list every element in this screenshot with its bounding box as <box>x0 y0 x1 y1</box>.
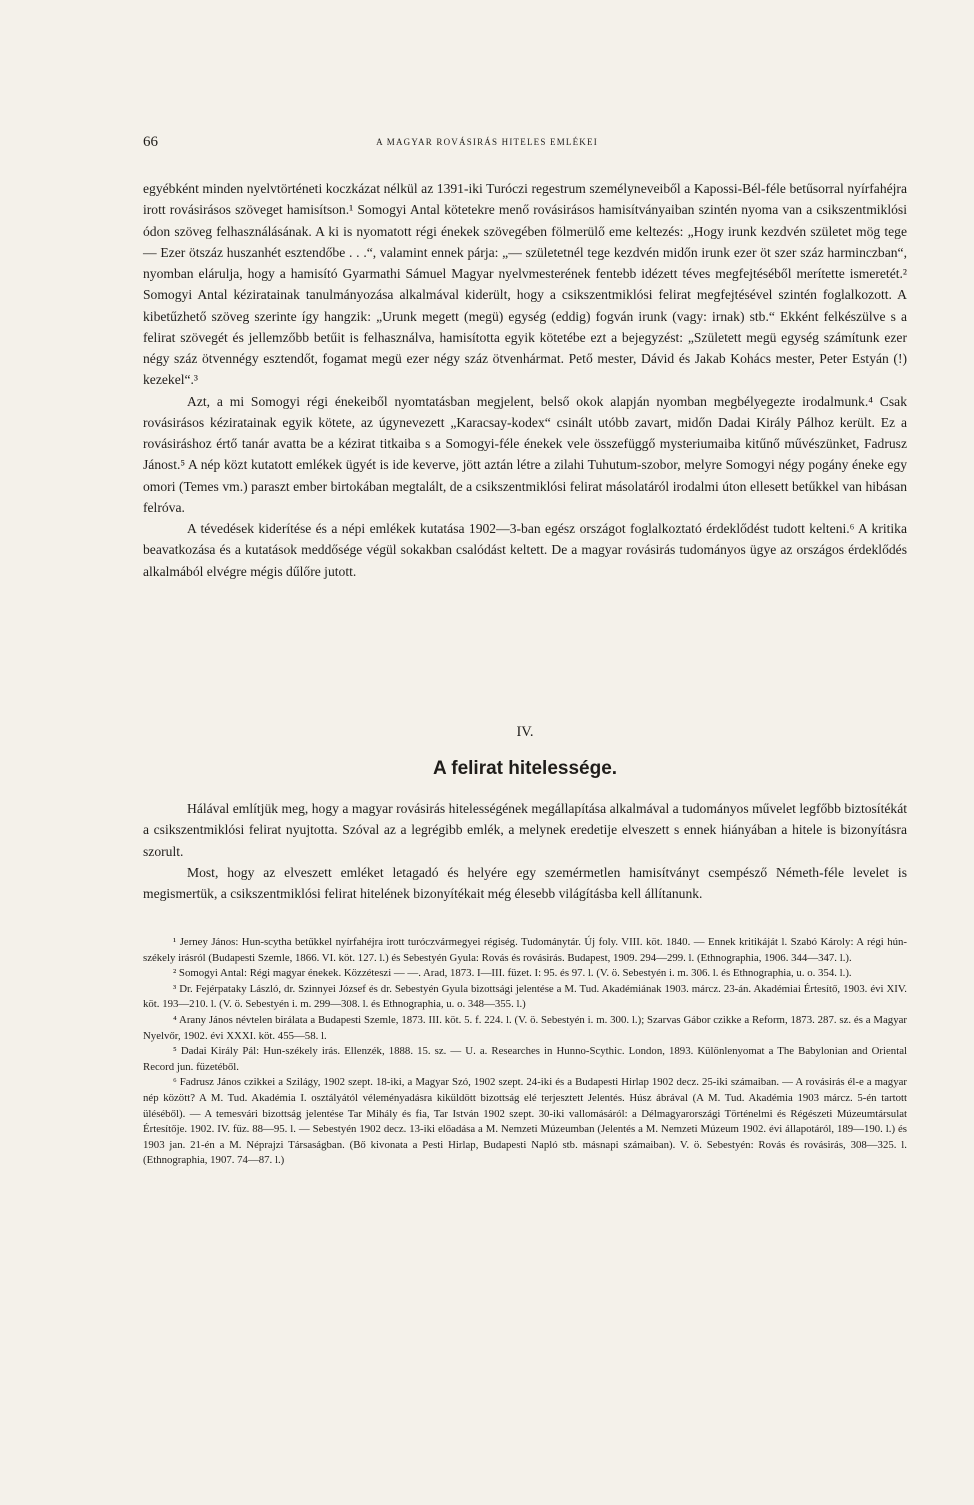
footnote-4: ⁴ Arany János névtelen birálata a Budapesti Szemle, 1873. III. köt. 5. f. 224. l. (V. ö. Sebestyén i. m. 300. l.); Szarvas Gábor czikke a Reform, 1873. 287. sz. és a Magyar Nyelvőr, 1902. évi XXXI. köt. 455—58. l. <box>143 1013 907 1042</box>
footnote-6: ⁶ Fadrusz János czikkei a Szilágy, 1902 szept. 18-iki, a Magyar Szó, 1902 szept. 24-iki és a Budapesti Hirlap 1902 decz. 25-iki számaiban. — A rovásirás él-e a magyar nép között? A M. Tud. Akadémia I. osztályától véleményadásra kiküldött bizottság elé terjesztett Jelentés. Húsz ábrával (A M. Tud. Akadémia 1903 márcz. 5-én tartott üléséből). — A temesvári bizottság jelentése Tar Mihály és fia, Tar István 1902 szept. 30-iki vallomásáról: a Délmagyarországi Történelmi és Régészeti Múzeumtársulat Értesítője. 1902. IV. füz. 88—95. l. — Sebestyén 1902 decz. 13-iki előadása a M. Nemzeti Múzeumban (Jelentés a M. Nemzeti Múzeum 1902. évi állapotáról, 189—190. l.) és 1903 jan. 21-én a M. Néprajzi Társaságban. (Bő kivonata a Pesti Hirlap, Budapesti Napló stb. másnapi számaiban). V. ö. Sebestyén: Rovás és rovásirás, 308—325. l. (Ethnographia, 1907. 74—87. l.) <box>143 1076 907 1167</box>
main-text <box>143 178 907 582</box>
page-number: 66 <box>143 134 158 150</box>
section-text <box>143 798 907 904</box>
section-numeral: IV. <box>516 724 534 740</box>
paragraph-1: egyébként minden nyelvtörténeti koczkázat nélkül az 1391-iki Turóczi regestrum személyneveiből a Kapossi-Bél-féle betűsorral nyírfahéjra irott rovásirásos szöveget hamisítson.¹ Somogyi Antal kötetekre menő rovásirásos hamisítványaiban szintén nyoma van a csikszentmiklósi ódon szöveg felhasználásának. A ki is nyomatott régi énekek szövegében fölmerülő eme keltezés: „Hogy irunk kezdvén születet mög tege — Ezer ötszáz huszanhét esztendőbe . . .“, valamint ennek párja: „— születetnél tege kezdvén midőn irunk ezer öt szer száz harminczban“, nyomban elárulja, hogy a hamisító Gyarmathi Sámuel Magyar nyelvmesterének fentebb idézett téves megfejtéséből merítette ismeretét.² Somogyi Antal kéziratainak tanulmányozása alkalmával kiderült, hogy a csikszentmiklósi felirat megfejtésével szintén foglalkozott. A kibetűzhető szöveg szerinte így hangzik: „Urunk megett (megü) egység (eddig) fogván irunk (vagy: irnak) stb.“ Ekként felkészülve s a felirat szövegét és jellemzőbb betűit is felhasználva, hamisította egyik kötetébe ezt a bejegyzést: „Született megü egység számítunk ezer négy száz ötvennégy esztendőt, fogamat megü ezer négy száz ötvenhármat. Pető mester, Dávid és Jakab Kohács mester, Peter Estyán (!) kezekel“.³ <box>143 181 907 388</box>
running-head <box>143 134 831 152</box>
paragraph-2: Azt, a mi Somogyi régi énekeiből nyomtatásban megjelent, belső okok alapján nyomban megbélyegezte irodalmunk.⁴ Csak rovásirásos kéziratainak egyik kötete, az úgynevezett „Karacsay-kodex“ csinált utóbb zavart, midőn Dadai Király Pálhoz került. Ez a rovásiráshoz értő tanár avatta be a kézirat titkaiba s a Somogyi-féle énekek vele összefüggő mysteriumaiba kitűnő művészünket, Fadrusz Jánost.⁵ A nép közt kutatott emlékek ügyét is ide keverve, jött aztán létre a zilahi Tuhutum-szobor, melyre Somogyi négy pogány éneke egy omori (Temes vm.) paraszt ember birtokában megtalált, de a csikszentmiklósi felirat másolatáról irodalmi úton ellesett betűkkel van hibásan felróva. <box>143 393 907 515</box>
footnote-1: ¹ Jerney János: Hun-scytha betűkkel nyírfahéjra irott turóczvármegyei régiség. Tudománytár. Új foly. VIII. köt. 1840. — Ennek kritikáját l. Szabó Károly: A régi hún-székely irásról (Budapesti Szemle, 1866. VI. köt. 127. l.) és Sebestyén Gyula: Rovás és rovásirás. Budapest, 1909. 294—299. l. (Ethnographia, 1906. 344—347. l.). <box>143 936 907 964</box>
footnote-3: ³ Dr. Fejérpataky László, dr. Szinnyei József és dr. Sebestyén Gyula bizottsági jelentése a M. Tud. Akadémiának 1903. márcz. 23-án. Akadémiai Értesítő, 1903. évi XIV. köt. 193—210. l. (V. ö. Sebestyén i. m. 299—308. l. és Ethnographia, u. o. 348—355. l.) <box>143 982 907 1011</box>
paragraph-3: A tévedések kiderítése és a népi emlékek kutatása 1902—3-ban egész országot foglalkoztató érdeklődést tudott kelteni.⁶ A kritika beavatkozása és a kutatások meddősége végül sokakban csalódást keltett. De a magyar rovásirás tudományos ügye az országos érdeklődés alkalmából elvégre mégis dűlőre jutott. <box>143 521 907 579</box>
footnote-2: ² Somogyi Antal: Régi magyar énekek. Közzéteszi — —. Arad, 1873. I—III. füzet. I: 95. és 97. l. (V. ö. Sebestyén i. m. 306. l. és Ethnographia, u. o. 354. l.). <box>173 967 852 980</box>
running-title: A MAGYAR ROVÁSIRÁS HITELES EMLÉKEI <box>376 137 598 147</box>
section-paragraph-2: Most, hogy az elveszett emléket letagadó és helyére egy szemérmetlen hamisítványt csempésző Németh-féle levelet is megismertük, a csikszentmiklósi felirat hitelének bizonyítékait még élesebb világításba kell állítanunk. <box>143 864 907 901</box>
section-title: A felirat hitelessége. <box>432 758 618 779</box>
footnotes <box>143 935 907 1169</box>
footnote-5: ⁵ Dadai Király Pál: Hun-székely irás. Ellenzék, 1888. 15. sz. — U. a. Researches in Hunno-Scythic. London, 1893. Különlenyomat a The Babylonian and Oriental Record jun. füzetéből. <box>143 1045 907 1073</box>
section-paragraph-1: Hálával említjük meg, hogy a magyar rovásirás hitelességének megállapítása alkalmával a tudományos művelet legfőbb biztosítékát a csikszentmiklósi felirat nyujtotta. Szóval az a legrégibb emlék, a melynek eredetije elveszett s ennek hiányában a hitele is bizonyításra szorult. <box>143 801 907 859</box>
